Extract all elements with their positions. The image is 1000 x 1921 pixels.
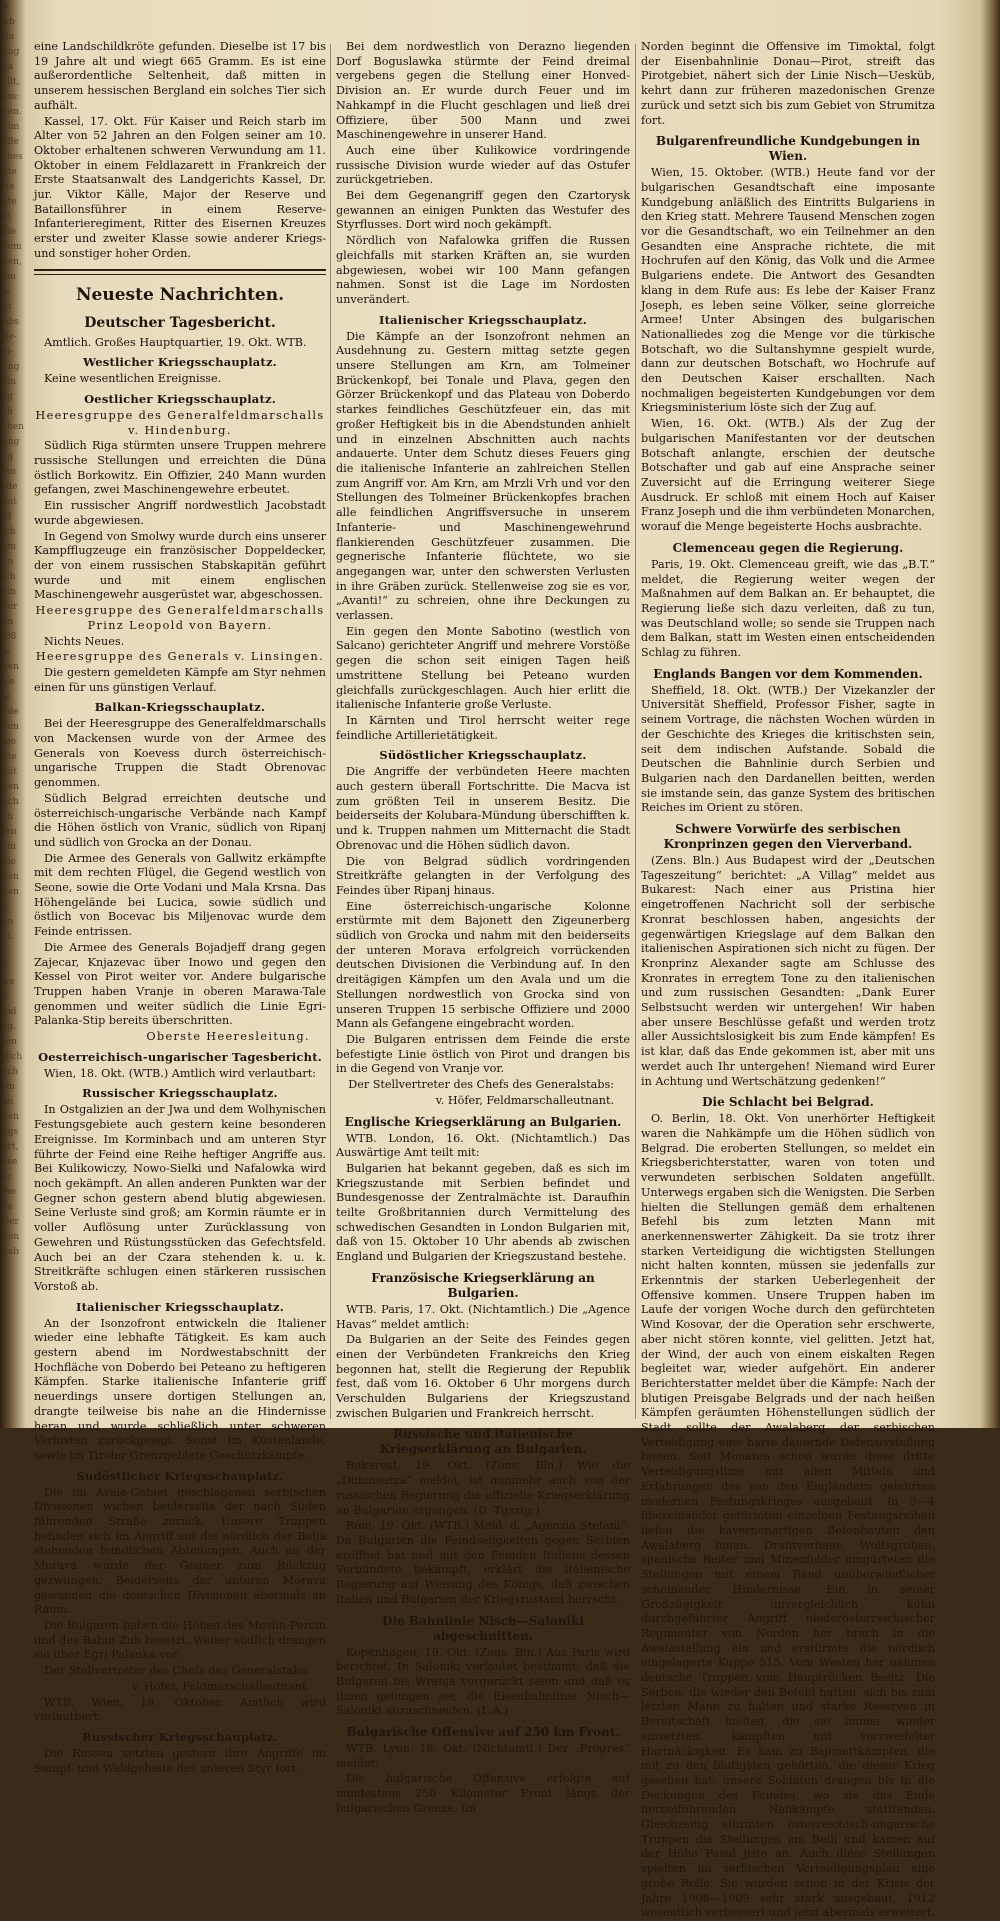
army-group-heading: Heeresgruppe des Generals v. Linsingen. <box>35 650 325 664</box>
heading-bahnlinie-abgeschnitten: Die Bahnlinie Nisch—Saloniki abgeschnitten. <box>382 1613 584 1643</box>
binding-fragment: eg <box>2 392 14 402</box>
heading-schwere-vorwuerfe: Schwere Vorwürfe des serbischen Kronprinzen gegen den Vierverband. <box>663 822 913 852</box>
paragraph: WTB. London, 16. Okt. (Nichtamtlich.) Das Auswärtige Amt teilt mit: <box>336 1131 630 1160</box>
paragraph: Rom, 19. Okt. (WTB.) Meld. d. „Agenzia Stefani“: Da Bulgarien die Feindseligkeiten gegen Serbien eröffnet hat und mit den Feinden Italiens dessen Verbündete bekämpft, erklärt die italienische Regierung auf Weisung des Königs, daß zwischen Italien und Bulgarien der Kriegszustand herrscht. <box>336 1519 630 1606</box>
binding-fragment: an <box>2 917 14 927</box>
heading-suedoestlicher-kriegsschauplatz: Südöstlicher Kriegsschauplatz. <box>76 1468 284 1483</box>
binding-fragment: i98 <box>2 632 17 642</box>
heading-russische-italienische-kriegserklaerung: Russische und italienische Kriegserklärung an Bulgarien. <box>379 1427 587 1457</box>
signature: v. Höfer, Feldmarschalleutnant. <box>131 1679 310 1693</box>
dateline: Wien, 18. Okt. (WTB.) Amtlich wird verlautbart: <box>44 1066 317 1080</box>
heading-bulgarische-offensive: Bulgarische Offensive auf 250 km Front. <box>346 1725 620 1740</box>
binding-fragment: hen <box>2 1112 19 1122</box>
heading-westlicher-kriegsschauplatz: Westlicher Kriegsschauplatz. <box>83 355 277 370</box>
heading-italienischer-kriegsschauplatz: Italienischer Kriegsschauplatz. <box>379 312 587 327</box>
binding-fragment: ein <box>2 842 17 852</box>
paragraph: eine Landschildkröte gefunden. Dieselbe ist 17 bis 19 Jahre alt und wiegt 665 Gramm. Es ist eine außerordentliche Seltenheit, daß mitten in unserem hessischen Bergland ein solches Tier sich aufhält. <box>34 40 326 112</box>
heading-schlacht-bei-belgrad: Die Schlacht bei Belgrad. <box>702 1095 874 1110</box>
paragraph: O. Berlin, 18. Okt. Von unerhörter Heftigkeit waren die Nahkämpfe um die Höhen südlich von Belgrad. Die eroberten Stellungen, so meldet ein Kriegsberichterstatter, waren von toten und verwundeten serbischen Soldaten angefüllt. Unterwegs ergaben sich die Wenigsten. Die Serben hielten die Stellungen gemäß dem erhaltenen Befehl bis zum letzten Mann mit anerkennenswerter Zähigkeit. Da sie trotz ihrer starken Verteidigung die wichtigsten Stellungen nicht halten konnten, müssen sie jedenfalls zur Erkenntnis der starken Ueberlegenheit der Offensive kommen. Unsere Truppen haben im Laufe der vorigen Woche durch den gefürchteten Wind Kosovar, der die Operation sehr erschwerte, aber nicht stören konnte, viel gelitten. Jetzt hat, der Wind, der auch von einem eiskalten Regen begleitet war, wieder aufgehört. Ein anderer Berichterstatter meldet über die Kämpfe: Nach der blutigen Preisgabe Belgrads und der nach heißen Kämpfen geräumten Höhenstellungen südlich der Stadt sollte der Awalaberg der serbischen Verteidigung eine harte dauernde Defensivstellung bieten. Seit Monaten schon wurde diese dritte Verteidigungslinie mit allen Mitteln und Erfahrungen des von den Engländern gelehrten modernen Festungskrieges ausgebaut. In 3—4 übereinander getürmten einzelnen Festungsreihen liefen die kavernenartigen Betonbauten den Awalaberg hinan. Drahtverhaue, Wolfsgruben, spanische Reiter und Minenfelder umgürteten die Stellungen mit einem Band unüberwindlicher scheinender Hindernisse. Ein in seiner Großzügigkeit unvergleichlich kühn durchgeführter Angriff niederösterreichischer Regimenter von Norden her brach in die Awalastellung ein und erstürmte die nördlich eingelagerte Kuppe 515. Vom Westen her nahmen deutsche Truppen vom Hauptrücken Besitz. Die Serben, die wieder den Befehl hatten, sich bis zum letzten Mann zu halten und starke Reserven in Bereitschaft hielten, die sie immer wieder einsetzten, kämpften mit verzweifelter Hartnäckigkeit. Es kam zu Bajonettkämpfen, die mit zu den blutigsten gehörten, die dieser Krieg gesehen hat, unsere Soldaten drangen bis in die Deckungen des Feindes, wo sie das Ende herbeiführenden Nahkämpfe stattfanden. Gleichzeitig stürmten österreichisch-ungarische Truppen die Stellungen am Belli und kamen auf der Höhe Pasul jiste an. Auch diese Stellungen spielten im serbischen Verteidigungsplan eine große Rolle. Sie wurden schon in der Krisis der Jahre 1908—1909 sehr stark ausgebaut, 1912 wesentlich verbessert und jetzt abermals erweitert. <box>641 1112 935 1920</box>
binding-fragment: chen <box>2 422 24 432</box>
binding-fragment: ben. <box>2 107 22 117</box>
binding-fragment: ese <box>2 1157 18 1167</box>
binding-fragment: ung <box>2 437 20 447</box>
binding-fragment: ie <box>2 692 11 702</box>
binding-fragment: ich <box>2 527 16 537</box>
dateline: Amtlich. Großes Hauptquartier, 19. Okt. WTB. <box>44 335 307 349</box>
paragraph: In Ostgalizien an der Jwa und dem Wolhynischen Festungsgebiete auch gestern keine besonderen Ereignisse. Im Korminbach und am unteren Styr führte der Feind eine Reihe heftiger Angriffe aus. Bei Kulikowiczy, Nowo-Sielki und Nafalowka wird noch gekämpft. An allen anderen Punkten war der Gegner schon gestern abend blutig abgewiesen. Seine Verluste sind groß; am Kormin räumte er in voller Auflösung unter Zurücklassung von Gewehren und Rüstungsstücken das Gefechtsfeld. Auch bei an der Czara stehenden k. u. k. Streitkräfte schlugen einen stärkeren russischen Vorstoß ab. <box>34 1103 326 1293</box>
paragraph: Nichts Neues. <box>44 634 125 648</box>
binding-fragment: ches <box>2 152 23 162</box>
binding-fragment: b. <box>2 2 11 12</box>
binding-fragment: km <box>2 542 16 552</box>
binding-fragment: ben <box>2 662 19 672</box>
army-group-heading: Heeresgruppe des Generalfeldmarschalls Prinz Leopold von Bayern. <box>35 604 325 632</box>
binding-fragment: ien <box>2 467 17 477</box>
binding-fragment: ulm <box>2 122 20 132</box>
paragraph: Die Bulgaren haben die Höhen des Muslin-Percin und des Babin Zub besetzt. Weiter südlich drangen sie über Egri Palanka vor. <box>34 1618 326 1662</box>
binding-fragment: ige <box>2 737 16 747</box>
paragraph: Die von Belgrad südlich vordringenden Streitkräfte gelangten in der Verfolgung des Feindes über Ripanj hinaus. <box>336 854 630 897</box>
paragraph: Die Kämpfe an der Isonzofront nehmen an Ausdehnung zu. Gestern mittag setzte gegen unsere Stellungen am Krn, am Tolmeiner Brückenkopf, bei Tonale und Plava, gegen den Görzer Brückenkopf und das Plateau von Doberdo starkes feindliches Geschützfeuer ein, das mit großer Heftigkeit bis in die Abendstunden anhielt und in einzelnen Abschnitten auch nachts andauerte. Unter dem Schutz dieses Feuers ging die italienische Infanterie an zahlreichen Stellen zum Angriff vor. Am Krn, am Mrzli Vrh und vor den Stellungen des Tolmeiner Brückenkopfes brachen alle feindlichen Angriffsversuche in unserem Infanterie- und Maschinengewehrund flankierenden Geschützfeuer zusammen. Die gegnerische Infanterie flüchtete, wo sie angegangen war, unter den schwersten Verlusten in ihre Gräben zurück. Stellenweise zog sie es vor, „Avanti!“ zu schreien, ohne ihre Deckungen zu verlassen. <box>336 329 630 623</box>
binding-fragment: dem <box>2 242 22 252</box>
binding-fragment: en <box>2 557 14 567</box>
binding-fragment: 8te <box>2 167 17 177</box>
paragraph: WTB. Paris, 17. Okt. (Nichtamtlich.) Die „Agence Havas“ meldet amtlich: <box>336 1302 630 1331</box>
paragraph: Keine wesentlichen Ereignisse. <box>44 372 222 386</box>
paragraph: Die im Avala-Gebiet geschlagenen serbischen Divisionen wichen beiderseits der nach Süden führenden Straße zurück. Unsere Truppen befinden sich im Angriff auf die nördlich der Balja stehenden feindlichen Abteilungen. Auch an der Morava wurde der Gegner zum Rückzug gezwungen. Beiderseits der unteren Morava gewannen die deutschen Divisionen abermals an Raum. <box>34 1485 326 1617</box>
dateline: WTB. Wien, 19. Oktober. Amtlich wird verlautbart: <box>34 1695 326 1724</box>
paragraph: Wien, 16. Okt. (WTB.) Als der Zug der bulgarischen Manifestanten vor der deutschen Botschaft anlangte, erschien der deutsche Botschafter und gab auf eine Ansprache seiner Zuversicht auf die Erringung weiterer Siege Ausdruck. Er schloß mit einem Hoch auf Kaiser Franz Joseph und die ihm verbündeten Monarchen, worauf die Menge begeisterte Hochs ausbrachte. <box>641 417 935 534</box>
paragraph: Südlich Riga stürmten unsere Truppen mehrere russische Stellungen und erreichten die Düna östlich Borkowitz. Ein Offizier, 240 Mann wurden gefangen, zwei Maschinengewehre erbeutet. <box>34 439 326 497</box>
binding-fragment: ort, <box>2 1142 19 1152</box>
binding-fragment: uf <box>2 512 12 522</box>
paragraph: Bukarest, 19. Okt. (Zens. Bln.) Wie die „Dimineatza“ meldet, ist nunmehr auch von der russischen Regierung die offizielle Kriegserklärung an Bulgarien ergangen. (D. Tgsztg.) <box>336 1459 630 1517</box>
heading-russischer-kriegsschauplatz: Russischer Kriegsschauplatz. <box>82 1086 278 1101</box>
binding-fragment: ülle <box>2 137 19 147</box>
paragraph: Wien, 15. Oktober. (WTB.) Heute fand vor der bulgarischen Gesandtschaft eine imposante Kundgebung anläßlich des Eintritts Bulgariens in den Krieg statt. Mehrere Tausend Menschen zogen vor die Gesandtschaft, wo ein Teilnehmer an den Gesandten eine Ansprache richtete, die mit Hochrufen auf den König, das Volk und die Armee Bulgariens endete. Die Antwort des Gesandten klang in dem Rufe aus: Es lebe der Kaiser Franz Joseph, es leben seine Völker, seine glorreiche Armee! Unter Absingen des bulgarischen Nationalliedes zog die Menge vor die türkische Botschaft, wo die Sultanshymne gespielt wurde, dann zur deutschen Botschaft, wo Hochrufe auf den Deutschen Kaiser erschallten. Nach nochmaligen begeisterten Kundgebungen vor dem Kriegsministerium löste sich der Zug auf. <box>641 166 935 415</box>
binding-fragment: ind <box>2 1007 17 1017</box>
paragraph: An der Isonzofront entwickeln die Italiener wieder eine lebhafte Tätigkeit. Es kam auch gestern abend im Nordwestabschnitt der Hochfläche von Doberdo bei Peteano zu heftigeren Kämpfen. Starke italienische Infanterie griff neuerdings unsere dortigen Stellungen an, drangte teilweise bis nahe an die Hindernisse heran und wurde schließlich unter schweren Verlusten zurückgejagt. Sonst im Küstenlande, sowie im Tiroler Grenzgebiete Geschützkämpfe. <box>34 1316 326 1462</box>
paragraph: In Gegend von Smolwy wurde durch eins unserer Kampfflugzeuge ein französischer Doppeldecker, der von einem russischen Stabskapitän geführt wurde und mit einem englischen Maschinengewehr ausgerüstet war, abgeschossen. <box>34 529 326 602</box>
heading-englische-kriegserklaerung: Englische Kriegserklärung an Bulgarien. <box>344 1114 622 1129</box>
binding-fragment: ire <box>2 977 15 987</box>
heading-clemenceau: Clemenceau gegen die Regierung. <box>672 540 904 555</box>
paragraph: Sheffield, 18. Okt. (WTB.) Der Vizekanzler der Universität Sheffield, Professor Fisher, sagte in seinem Vortrage, die nächsten Wochen würden in der Geschichte des Krieges die kritischsten sein, seit dem indischen Aufstande. Sobald die Deutschen die Bahnlinie durch Serbien und Bulgarien nach den Dardanellen beitten, werden sie imstande sein, das ganze System des britischen Reiches im Orient zu stören. <box>641 683 935 815</box>
binding-fragment: ung <box>2 362 20 372</box>
paragraph: Die Angriffe der verbündeten Heere machten auch gestern überall Fortschritte. Die Macva ist zum größten Teil in unserem Besitz. Die beiderseits der Kolubara-Mündung überschifften k. und k. Truppen nahmen um Mitternacht die Stadt Obrenovac und die Höhen südlich davon. <box>336 765 630 852</box>
paragraph: Kopenhagen, 19. Okt. (Zens. Bln.) Aus Paris wird berichtet: In Saloniki verlautet bestimmt, daß die Bulgaren bis Wranja vorgerückt seien und daß es ihnen gelungen sei, die Eisenbahnlinie Nisch—Saloniki abzuschneiden. (L.A.) <box>336 1645 630 1718</box>
paragraph: Paris, 19. Okt. Clemenceau greift, wie das „B.T.“ meldet, die Regierung weiter wegen der Maßnahmen auf dem Balkan an. Er behauptet, die Regierung ließe sich dazu verleiten, daß zu tun, was Deutschland wolle; so sende sie Truppen nach dem Balkan, statt im Westen einen entscheidenden Schlag zu führen. <box>641 557 935 660</box>
heading-neueste-nachrichten: Neueste Nachrichten. <box>75 284 285 305</box>
binding-fragment: tlich <box>2 1052 23 1062</box>
paragraph: Da Bulgarien an der Seite des Feindes gegen einen der Verbündeten Frankreichs den Krieg begonnen hat, stellt die Regierung der Republik fest, daß vom 16. Oktober 6 Uhr morgens durch Verschulden Bulgariens der Kriegszustand zwischen Bulgarien und Frankreich herrscht. <box>336 1333 630 1420</box>
column-rule <box>330 44 331 1419</box>
binding-fragment: ch <box>2 407 13 417</box>
binding-fragment: ben, <box>2 257 22 267</box>
paragraph: Eine österreichisch-ungarische Kolonne erstürmte mit dem Bajonett den Zigeunerberg südlich von Grocka und nahm mit den beiderseits der unteren Morava erfolgreich vorrückenden deutschen Divisionen die Verbindung auf. In den dreitägigen Kämpfen um den Avala und um die Stellungen nordwestlich von Grocka sind von unseren Truppen 15 serbische Offiziere und 2000 Mann als Gefangene eingebracht worden. <box>336 899 630 1031</box>
binding-fragment: im <box>2 1097 14 1107</box>
section-divider <box>34 274 326 275</box>
binding-fragment: ach <box>2 1067 19 1077</box>
binding-fragment: nte <box>2 197 17 207</box>
heading-balkan-kriegsschauplatz: Balkan-Kriegsschauplatz. <box>94 700 266 715</box>
column-left <box>34 40 326 1775</box>
binding-fragment: ge <box>2 1202 14 1212</box>
paragraph: Die Armee des Generals von Gallwitz erkämpfte mit dem rechten Flügel, die Gegend westlich von Seone, sowie die Orte Vodani und Mala Krsna. Das Höhengelände bei Lucica, sowie südlich und östlich von Bocevac bis Miljenovac wurde dem Feinde entrissen. <box>34 851 326 939</box>
paragraph: (Zens. Bln.) Aus Budapest wird der „Deutschen Tageszeitung“ berichtet: „A Villag“ meldet aus Bukarest: Nach einer aus Pristina hier eingetroffenen Nachricht soll der serbische Kronrat beschlossen haben, angesichts der gegenwärtigen Kriegslage auf dem Balkan den italienischen Aspirationen sich nicht zu fügen. Der Kronprinz Alexander sagte am Schlusse des Kronrates in erregtem Tone zu den italienischen und zum russischen Gesandten: „Dank Eurer Selbstsucht werden wir untergehen! Wir haben aber unsere Beschlüsse gefaßt und werden trotz aller Aussichtslosigkeit bis zum Ende kämpfen! Es ist klar, daß das Ende gekommen ist, aber mit uns werdet auch Ihr untergehen! Niemand wird Eurer in Achtung und Wertschätzung gedenken!“ <box>641 854 935 1088</box>
binding-fragment: ellt, <box>2 77 20 87</box>
heading-russischer-kriegsschauplatz: Russischer Kriegsschauplatz. <box>82 1729 278 1744</box>
binding-fragment: dt <box>2 212 12 222</box>
binding-fragment: S <box>2 992 9 1002</box>
heading-oesterreichisch-ungarischer-tagesbericht: Oesterreichisch-ungarischer Tagesbericht. <box>38 1049 322 1064</box>
binding-fragment: der <box>2 602 18 612</box>
binding-fragment: ine <box>2 1187 17 1197</box>
binding-fragment: uch <box>2 797 19 807</box>
binding-fragment: 6. <box>2 962 11 972</box>
binding-fragment: vg. <box>2 1022 16 1032</box>
binding-fragment: ei- <box>2 347 14 357</box>
binding-fragment: tte <box>2 182 15 192</box>
binding-fragment: Der <box>2 1217 19 1227</box>
paragraph: Bei dem Gegenangriff gegen den Czartorysk gewannen an einigen Punkten das Westufer des Styrflusses. Dort wird noch gekämpft. <box>336 189 630 232</box>
binding-fragment: bie <box>2 857 16 867</box>
paragraph: In Kärnten und Tirol herrscht weiter rege feindliche Artillerietätigkeit. <box>336 713 630 742</box>
binding-fragment: lic <box>2 1172 13 1182</box>
binding-fragment: irb <box>2 17 15 27</box>
binding-fragment: em <box>2 272 16 282</box>
binding-fragment: ein <box>2 587 17 597</box>
binding-fragment: ich <box>2 572 16 582</box>
paragraph: Die Armee des Generals Bojadjeff drang gegen Zajecar, Knjazevac über Inowo und gegen den Kessel von Pirot weiter vor. Andere bulgarische Truppen haben Vranje in oberen Marawa-Tale genommen und weiter südlich die Linie Egri-Palanka-Stip bereits überschritten. <box>34 940 326 1028</box>
binding-fragment: Bu <box>2 32 15 42</box>
section-divider <box>34 269 326 271</box>
binding-fragment: ilm: <box>2 92 20 102</box>
binding-fragment: die <box>2 227 16 237</box>
heading-suedoestlicher-kriegsschauplatz: Südöstlicher Kriegsschauplatz. <box>379 748 587 763</box>
binding-fragment: ilde <box>2 707 19 717</box>
paragraph: Die Russen setzten gestern ihre Angriffe im Sumpf- und Waldgebiete des unteren Styr fort. <box>34 1746 326 1775</box>
column-middle <box>336 40 630 1815</box>
signature: Oberste Heeresleitung. <box>146 1030 310 1044</box>
binding-fragment: ont <box>2 497 17 507</box>
binding-fragment: 3t. <box>2 932 15 942</box>
binding-fragment: ie <box>2 647 11 657</box>
binding-fragment: gab <box>2 1247 19 1257</box>
binding-fragment: ten <box>2 827 17 837</box>
column-right <box>641 40 935 1920</box>
binding-fragment: Abs <box>2 317 19 327</box>
paragraph: Die gestern gemeldeten Kämpfe am Styr nehmen einen für uns günstigen Verlauf. <box>34 665 326 694</box>
binding-fragment: sie <box>2 677 15 687</box>
binding-fragment: mit <box>2 767 18 777</box>
binding-fragment: on <box>2 617 14 627</box>
paragraph: Bei dem nordwestlich von Derazno liegenden Dorf Boguslawka stürmte der Feind dreimal vergebens gegen die Stellung einer Honved-Division an. Er wurde durch Feuer und im Nahkampf in die Flucht geschlagen und ließ drei Offiziere, über 500 Mann und zwei Maschinengewehre in unserer Hand. <box>336 40 630 142</box>
paragraph: Ein russischer Angriff nordwestlich Jacobstadt wurde abgewiesen. <box>34 499 326 527</box>
binding-fragment: Be- <box>2 332 17 342</box>
binding-fragment: eg <box>2 452 14 462</box>
heading-franzoesische-kriegserklaerung: Französische Kriegserklärung an Bulgarien. <box>371 1270 595 1300</box>
binding-fragment: 3a <box>2 62 14 72</box>
binding-fragment: 1. <box>2 947 11 957</box>
heading-italienischer-kriegsschauplatz: Italienischer Kriegsschauplatz. <box>76 1299 284 1314</box>
paragraph: Auch eine über Kulikowice vordringende russische Division wurde wieder auf das Ostufer zurückgetrieben. <box>336 143 630 187</box>
paragraph: Nördlich von Nafalowka griffen die Russen gleichfalls mit starken Kräften an, sie wurden abgewiesen, wobei wir 100 Mann gefangen nahmen. Sonst ist die Lage im Nordosten unverändert. <box>336 234 630 306</box>
binding-fragment: ie <box>2 287 11 297</box>
binding-fragment: gen <box>2 782 19 792</box>
paragraph: Bulgarien hat bekannt gegeben, daß es sich im Kriegszustande mit Serbien befindet und Bundesgenosse der Zentralmächte ist. Daraufhin teilte Großbritannien durch Vermittelung des schwedischen Gesandten in London Bulgarien mit, daß von 15. Oktober 10 Uhr abends ab zwischen England und Bulgarien der Kriegszustand bestehe. <box>336 1161 630 1264</box>
binding-fragment: ßt <box>2 302 12 312</box>
binding-fragment: gen <box>2 722 19 732</box>
binding-margin-fragments <box>0 0 24 1428</box>
binding-fragment: ßen <box>2 1232 20 1242</box>
heading-kundgebungen-in-wien: Bulgarenfreundliche Kundgebungen in Wien. <box>655 134 921 164</box>
binding-fragment: ung <box>2 47 20 57</box>
binding-fragment: rde <box>2 482 18 492</box>
paragraph: Ein gegen den Monte Sabotino (westlich von Salcano) gerichteter Angriff und mehrere Vorstöße gegen die schon seit einigen Tagen heiß umstrittene Stellung bei Peteano wurden gleichfalls zurückgeschlagen. Auch hier erlitt die italienische Infanterie große Verluste. <box>336 624 630 712</box>
binding-fragment: ben <box>2 872 19 882</box>
binding-fragment: rm <box>2 1082 15 1092</box>
signature: Der Stellvertreter des Chefs des Generalstabs: <box>348 1078 614 1092</box>
binding-fragment: ch <box>2 812 13 822</box>
army-group-heading: Heeresgruppe des Generalfeldmarschalls v. Hindenburg. <box>35 408 325 437</box>
heading-oestlicher-kriegsschauplatz: Oestlicher Kriegsschauplatz. <box>84 391 276 406</box>
heading-deutscher-tagesbericht: Deutscher Tagesbericht. <box>84 314 276 331</box>
binding-fragment: ein <box>2 377 17 387</box>
paragraph: Die Bulgaren entrissen dem Feinde die erste befestigte Linie östlich von Pirot und drangen bis in die Gegend von Vranje vor. <box>336 1033 630 1076</box>
binding-fragment: ben <box>2 887 19 897</box>
paragraph: Südlich Belgrad erreichten deutsche und österreichisch-ungarische Verbände nach Kampf die Höhen östlich von Vranic, südlich von Ripanj und südlich von Grocka an der Donau. <box>34 791 326 849</box>
paragraph: Norden beginnt die Offensive im Timoktal, folgt der Eisenbahnlinie Donau—Pirot, streift das Pirotgebiet, nähert sich der Linie Nisch—Uesküb, kehrt dann zur früheren mazedonischen Grenze zurück und setzt sich bis zum Gebiet von Strumitza fort. <box>641 40 935 127</box>
binding-fragment: ngs <box>2 1127 19 1137</box>
column-rule <box>635 44 636 1419</box>
binding-fragment: ten <box>2 1037 17 1047</box>
binding-fragment: bte <box>2 752 17 762</box>
paragraph: WTB. Lyon, 18. Okt. (Nichtamtl.) Der „Progrès“ meldet: <box>336 1742 630 1770</box>
binding-fragment: a, <box>2 902 11 912</box>
paragraph: Die bulgarische Offensive erfolgte auf mindestens 250 Kilometer Front längs der bulgarischen Grenze. Im <box>336 1772 630 1815</box>
paragraph: Kassel, 17. Okt. Für Kaiser und Reich starb im Alter von 52 Jahren an den Folgen seiner am 10. Oktober erhaltenen schweren Verwundung am 11. Oktober in einem Feldlazarett in Frankreich der Erste Staatsanwalt des Landgerichts Kassel, Dr. jur. Viktor Källe, Major der Reserve und Bataillonsführer in einem Reserve-Infanterieregiment, Ritter des Eisernen Kreuzes erster und zweiter Klasse sowie anderer Kriegs- und sonstiger hoher Orden. <box>34 114 326 260</box>
paragraph: Bei der Heeresgruppe des Generalfeldmarschalls von Mackensen wurde von der Armee des Generals von Koevess durch österreichisch-ungarische Truppen die Stadt Obrenovac genommen. <box>34 717 326 790</box>
heading-englands-bangen: Englands Bangen vor dem Kommenden. <box>653 666 923 681</box>
signature: v. Höfer, Feldmarschalleutnant. <box>435 1093 614 1107</box>
signature: Der Stellvertreter des Chefs des Generalstabs: <box>44 1664 310 1678</box>
